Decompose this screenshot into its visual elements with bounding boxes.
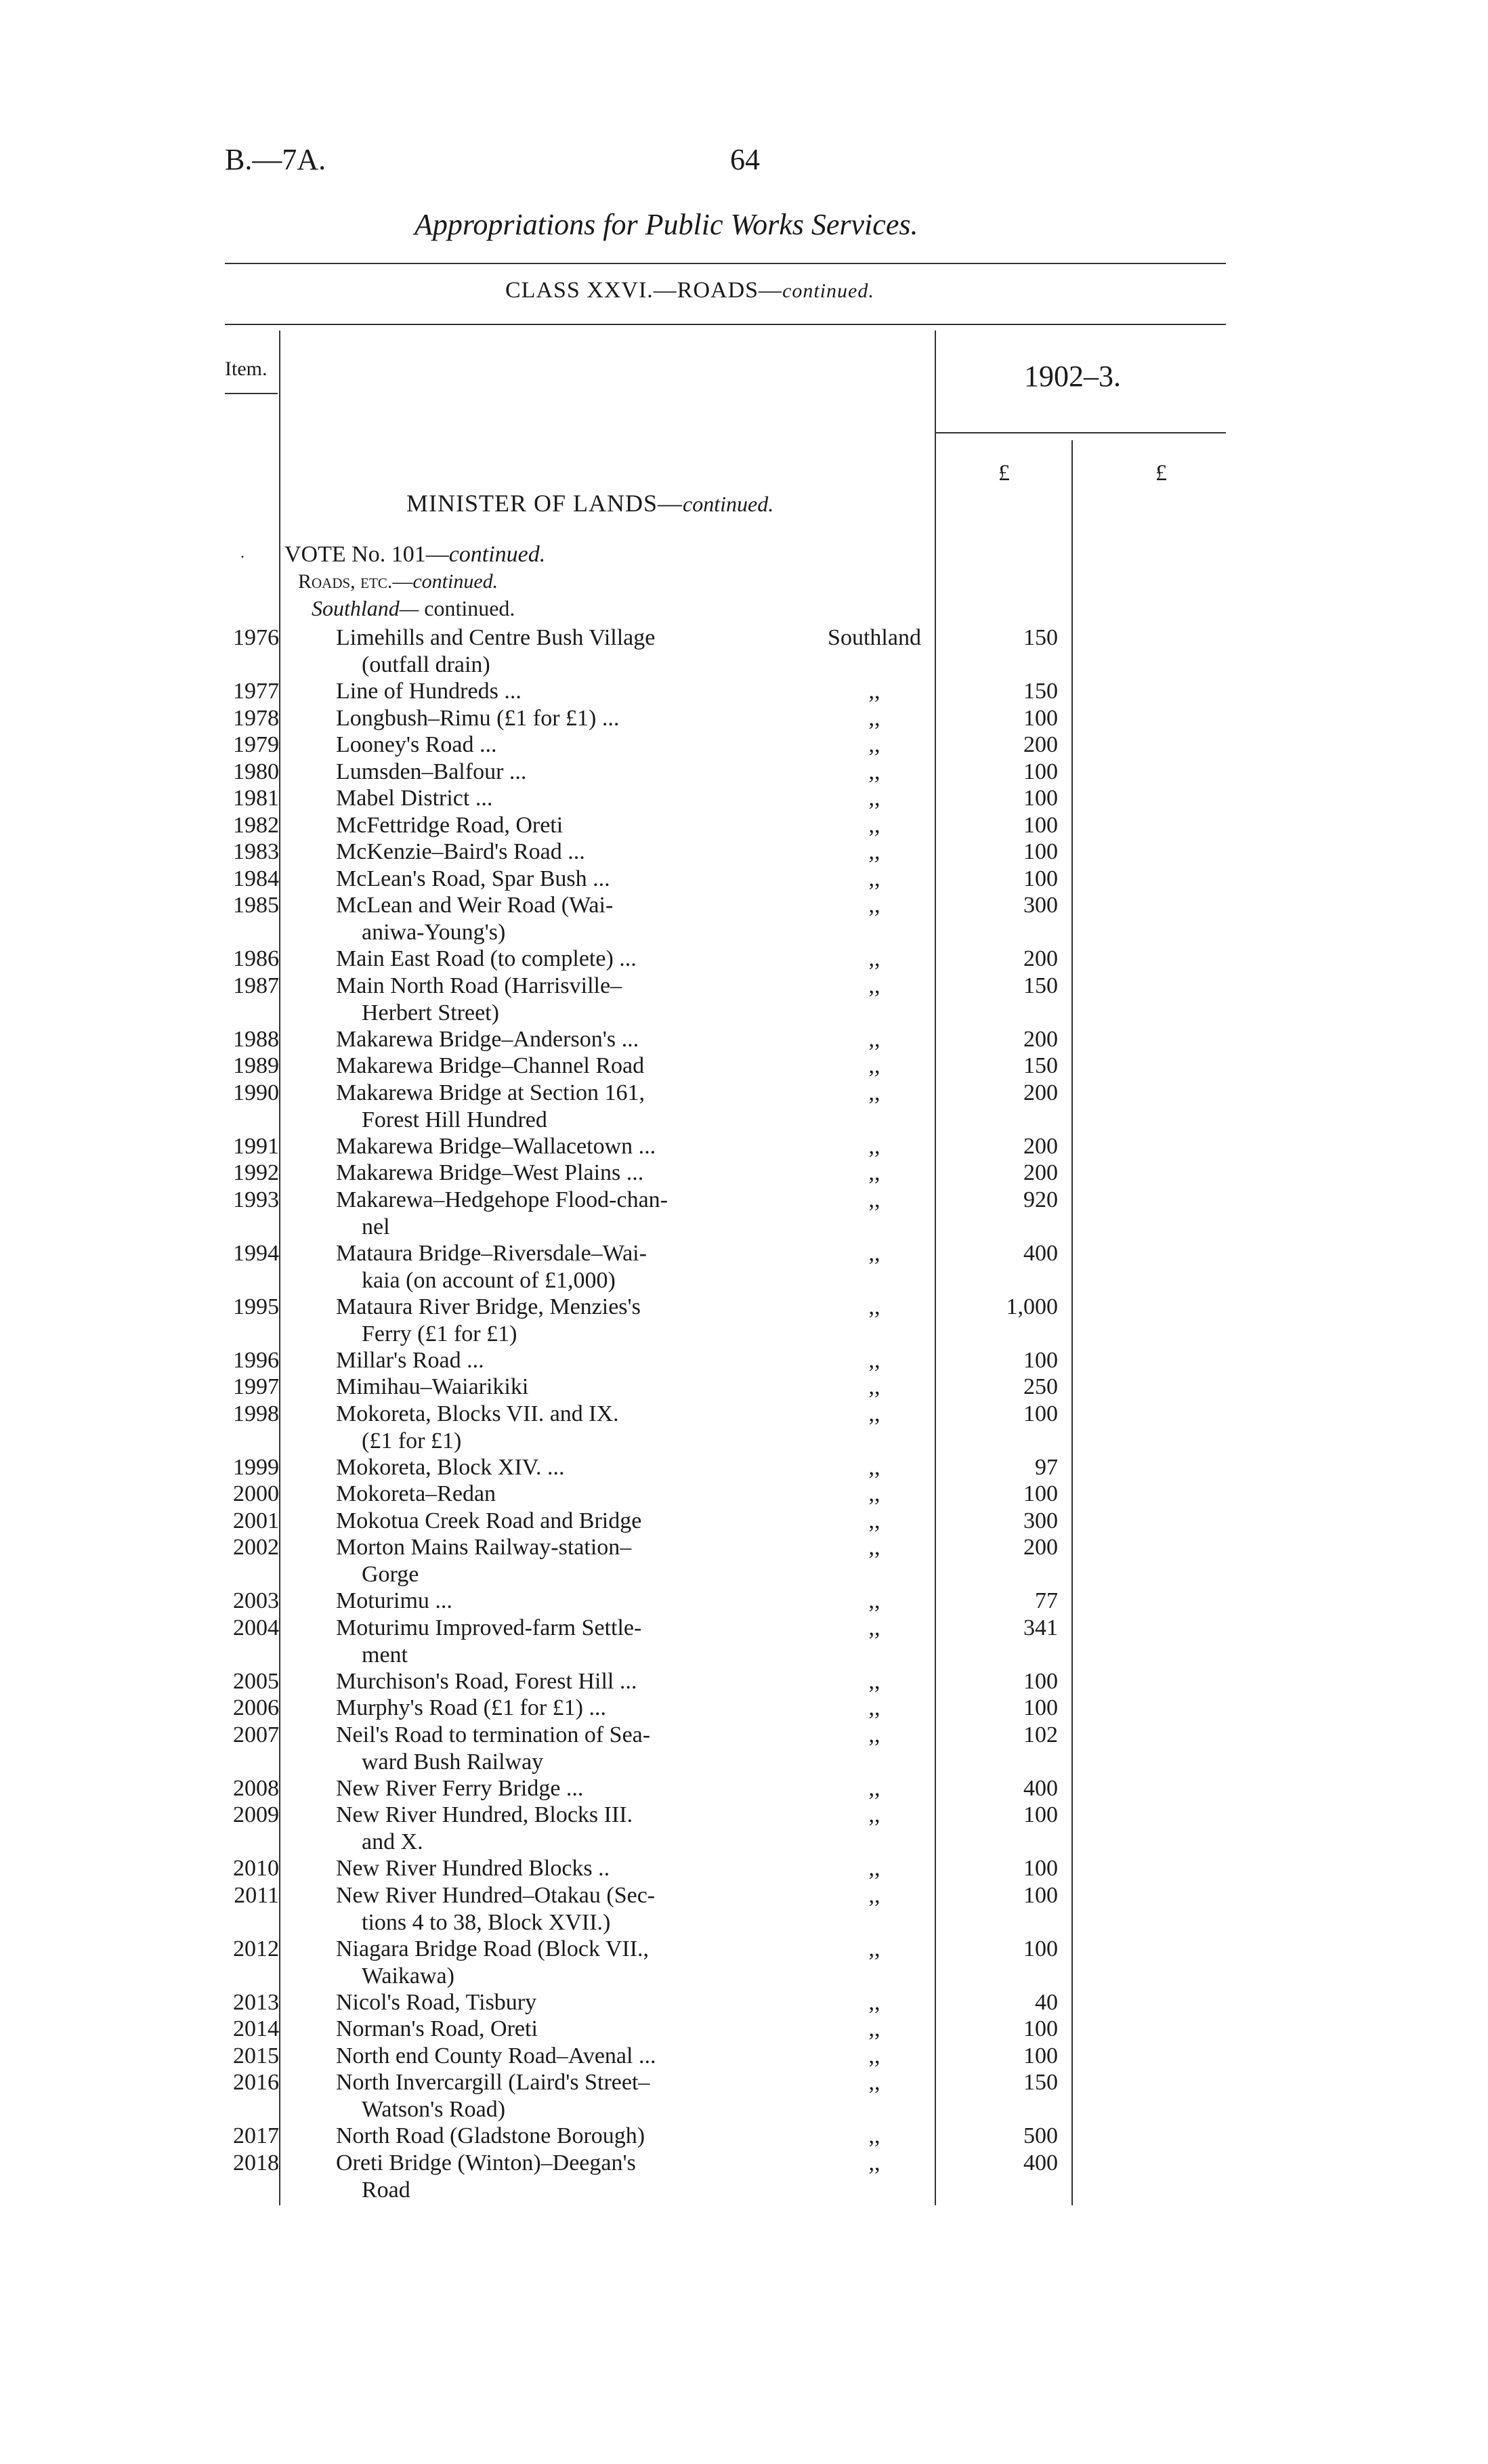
minister-heading-suffix: continued. (683, 492, 774, 516)
description-continuation: Ferry (£1 for £1) (362, 1321, 517, 1346)
item-number: 2008 (233, 1775, 279, 1801)
item-description (336, 946, 745, 973)
page-number: 64 (730, 143, 760, 176)
district-name: ,, (868, 866, 880, 891)
description-continuation: Watson's Road) (362, 2097, 506, 2122)
description-line: Norman's Road, Oreti (336, 2016, 538, 2041)
document-reference: B.—7A. (225, 143, 326, 176)
item-description (336, 2150, 745, 2204)
amount-value: 1,000 (1006, 1294, 1058, 1319)
amount-column-divider (1071, 440, 1073, 2205)
item-description (336, 1454, 745, 1481)
item-description (336, 705, 745, 732)
description-line: Mokoreta, Block XIV. ... (336, 1454, 565, 1480)
description-line: North end County Road–Avenal ... (336, 2043, 656, 2068)
amount-value: 200 (1023, 946, 1058, 971)
description-line: Millar's Road ... (336, 1347, 484, 1373)
description-line: New River Ferry Bridge ... (336, 1775, 584, 1801)
amount-value: 200 (1023, 1133, 1058, 1159)
description-continuation: nel (362, 1214, 390, 1239)
district-name: ,, (868, 1080, 880, 1105)
item-number: 1997 (233, 1374, 279, 1399)
district-name: ,, (868, 1989, 880, 2015)
item-number: 2013 (233, 1989, 279, 2015)
amount-value: 200 (1023, 1535, 1058, 1560)
description-line: Makarewa Bridge at Section 161, (336, 1080, 645, 1105)
description-line: Limehills and Centre Bush Village (336, 625, 656, 650)
amount-value: 77 (1035, 1588, 1058, 1613)
item-description (336, 1240, 745, 1294)
item-number: 1998 (233, 1401, 279, 1426)
item-description (336, 759, 745, 786)
district-name: ,, (868, 1053, 880, 1078)
item-number: 1989 (233, 1053, 279, 1078)
item-description (336, 1668, 745, 1695)
amount-value: 150 (1023, 1053, 1058, 1078)
amount-value: 100 (1023, 2043, 1058, 2068)
amount-value: 150 (1023, 973, 1058, 998)
item-column-header: Item. (225, 358, 268, 380)
amount-value: 341 (1023, 1615, 1058, 1640)
description-line: Makarewa Bridge–West Plains ... (336, 1160, 644, 1185)
description-continuation: kaia (on account of £1,000) (362, 1267, 616, 1293)
item-number: 2001 (233, 1508, 279, 1533)
item-description (336, 678, 745, 705)
southland-heading (312, 596, 515, 621)
district-name: ,, (868, 1481, 880, 1506)
description-line: Line of Hundreds ... (336, 679, 522, 704)
district-name: ,, (868, 1240, 880, 1266)
description-line: Makarewa Bridge–Wallacetown ... (336, 1133, 656, 1159)
amount-value: 100 (1023, 1668, 1058, 1694)
item-description (336, 1936, 745, 1990)
item-number: 2005 (233, 1668, 279, 1694)
amount-value: 200 (1023, 732, 1058, 757)
description-line: Mataura Bridge–Riversdale–Wai- (336, 1240, 647, 1266)
district-name: ,, (868, 1401, 880, 1426)
description-line: Mokotua Creek Road and Bridge (336, 1508, 642, 1533)
item-description (336, 838, 745, 866)
amount-value: 100 (1023, 1856, 1058, 1881)
amount-value: 100 (1023, 839, 1058, 864)
amount-value: 100 (1023, 786, 1058, 811)
item-description (336, 1534, 745, 1588)
district-name: Southland (828, 625, 921, 650)
description-line: Main East Road (to complete) ... (336, 946, 637, 971)
item-description (336, 1695, 745, 1722)
district-name: ,, (868, 1026, 880, 1052)
southland-heading-suffix: continued. (419, 596, 515, 620)
item-description (336, 785, 745, 812)
item-number: 1999 (233, 1454, 279, 1480)
item-description (336, 1347, 745, 1374)
description-line: Mataura River Bridge, Menzies's (336, 1294, 641, 1319)
amount-value: 150 (1023, 679, 1058, 704)
item-number: 1987 (233, 973, 279, 998)
currency-header-1: £ (998, 461, 1010, 486)
district-name: ,, (868, 1160, 880, 1185)
item-description (336, 624, 745, 679)
district-name: ,, (868, 1347, 880, 1373)
item-description (336, 892, 745, 946)
description-continuation: (outfall drain) (362, 652, 490, 677)
item-number: 1992 (233, 1160, 279, 1185)
amount-value: 500 (1023, 2123, 1058, 2148)
amount-value: 100 (1023, 2016, 1058, 2041)
district-name: ,, (868, 973, 880, 998)
description-line: McLean's Road, Spar Bush ... (336, 866, 610, 891)
item-description (336, 1187, 745, 1241)
district-name: ,, (868, 2016, 880, 2041)
description-line: Makarewa Bridge–Anderson's ... (336, 1026, 639, 1052)
district-name: ,, (868, 839, 880, 864)
description-line: Mabel District ... (336, 786, 493, 811)
district-name: ,, (868, 1668, 880, 1694)
amount-value: 100 (1023, 1401, 1058, 1426)
description-line: North Road (Gladstone Borough) (336, 2123, 645, 2148)
district-name: ,, (868, 786, 880, 811)
description-line: North Invercargill (Laird's Street– (336, 2070, 650, 2095)
minister-heading-main: MINISTER OF LANDS— (406, 490, 683, 517)
district-name: ,, (868, 1615, 880, 1640)
item-description (336, 1722, 745, 1776)
description-continuation: ward Bush Railway (362, 1749, 544, 1775)
district-name: ,, (868, 759, 880, 784)
currency-header-2: £ (1155, 461, 1167, 486)
item-number: 1984 (233, 866, 279, 891)
description-continuation: Waikawa) (362, 1963, 454, 1989)
year-header-rule (936, 432, 1226, 433)
description-line: Neil's Road to termination of Sea- (336, 1722, 651, 1747)
amount-value: 100 (1023, 705, 1058, 731)
description-line: Murchison's Road, Forest Hill ... (336, 1668, 637, 1694)
description-line: Nicol's Road, Tisbury (336, 1989, 537, 2015)
description-continuation: ment (362, 1642, 408, 1668)
description-continuation: and X. (362, 1829, 423, 1854)
description-line: Niagara Bridge Road (Block VII., (336, 1936, 650, 1961)
amount-value: 100 (1023, 1882, 1058, 1908)
item-number: 1985 (233, 893, 279, 918)
description-line: Lumsden–Balfour ... (336, 759, 527, 784)
item-description (336, 1080, 745, 1134)
district-name: ,, (868, 1588, 880, 1613)
description-continuation: Herbert Street) (362, 1000, 499, 1025)
item-description (336, 1802, 745, 1856)
description-continuation: (£1 for £1) (362, 1428, 462, 1453)
amount-value: 300 (1023, 893, 1058, 918)
district-name: ,, (868, 1508, 880, 1533)
amount-value: 100 (1023, 1481, 1058, 1506)
description-continuation: tions 4 to 38, Block XVII.) (362, 1909, 611, 1935)
district-name: ,, (868, 1294, 880, 1319)
amount-value: 100 (1023, 1347, 1058, 1373)
item-number: 2014 (233, 2016, 279, 2041)
district-name: ,, (868, 812, 880, 838)
district-name: ,, (868, 1775, 880, 1801)
item-number: 1977 (233, 679, 279, 704)
district-name: ,, (868, 946, 880, 971)
description-line: McLean and Weir Road (Wai- (336, 893, 614, 918)
item-number: 2006 (233, 1695, 279, 1720)
description-line: Makarewa Bridge–Channel Road (336, 1053, 645, 1078)
item-number: 2015 (233, 2043, 279, 2068)
description-line: New River Hundred, Blocks III. (336, 1802, 633, 1827)
description-line: Moturimu Improved-farm Settle- (336, 1615, 642, 1640)
amount-value: 100 (1023, 812, 1058, 838)
district-name: ,, (868, 1722, 880, 1747)
item-description (336, 1481, 745, 1508)
item-description (336, 2123, 745, 2150)
description-line: Looney's Road ... (336, 732, 497, 757)
item-number: 2000 (233, 1481, 279, 1506)
item-description (336, 1989, 745, 2016)
class-heading-main: CLASS XXVI.—ROADS— (505, 278, 783, 303)
class-heading (505, 278, 874, 303)
roads-heading-suffix: continued. (412, 570, 498, 593)
class-heading-suffix: continued. (782, 280, 874, 302)
item-description (336, 1133, 745, 1160)
item-number: 1981 (233, 786, 279, 811)
southland-heading-main: Southland— (312, 596, 419, 620)
district-name: ,, (868, 1454, 880, 1480)
item-number: 1993 (233, 1187, 279, 1212)
description-continuation: aniwa-Young's) (362, 920, 506, 945)
amount-value: 920 (1023, 1187, 1058, 1212)
district-name: ,, (868, 2123, 880, 2148)
item-number: 1994 (233, 1240, 279, 1266)
amount-value: 400 (1023, 2150, 1058, 2175)
district-name: ,, (868, 2043, 880, 2068)
item-number: 2017 (233, 2123, 279, 2148)
district-name: ,, (868, 1187, 880, 1212)
description-continuation: Road (362, 2177, 410, 2203)
description-line: Moturimu ... (336, 1588, 452, 1613)
amount-value: 102 (1023, 1722, 1058, 1747)
description-continuation: Gorge (362, 1562, 419, 1587)
item-number: 1979 (233, 732, 279, 757)
item-description (336, 1508, 745, 1535)
item-number: 2007 (233, 1722, 279, 1747)
description-line: McKenzie–Baird's Road ... (336, 839, 585, 864)
item-description (336, 1026, 745, 1053)
description-line: Mimihau–Waiarikiki (336, 1374, 529, 1399)
item-header-rule (225, 393, 278, 394)
district-name: ,, (868, 1374, 880, 1399)
description-line: McFettridge Road, Oreti (336, 812, 564, 838)
item-description (336, 866, 745, 893)
amount-value: 150 (1023, 2070, 1058, 2095)
amount-value: 40 (1035, 1989, 1058, 2015)
item-description (336, 1374, 745, 1401)
location-column-divider (935, 331, 936, 2205)
description-line: Mokoreta–Redan (336, 1481, 496, 1506)
description-line: Morton Mains Railway-station– (336, 1535, 632, 1560)
amount-value: 400 (1023, 1240, 1058, 1266)
item-number: 1991 (233, 1133, 279, 1159)
item-description (336, 2016, 745, 2043)
item-number: 1976 (233, 625, 279, 650)
amount-value: 200 (1023, 1080, 1058, 1105)
district-name: ,, (868, 732, 880, 757)
item-number: 2016 (233, 2070, 279, 2095)
description-line: Longbush–Rimu (£1 for £1) ... (336, 705, 620, 731)
amount-value: 150 (1023, 625, 1058, 650)
description-line: Mokoreta, Blocks VII. and IX. (336, 1401, 619, 1426)
item-number: 2009 (233, 1802, 279, 1827)
vote-heading-main: VOTE No. 101— (284, 542, 449, 567)
description-line: Murphy's Road (£1 for £1) ... (336, 1695, 606, 1720)
description-continuation: Forest Hill Hundred (362, 1107, 547, 1132)
item-column-divider (279, 331, 280, 2205)
item-number: 1990 (233, 1080, 279, 1105)
item-description (336, 2043, 745, 2070)
item-number: 2010 (233, 1856, 279, 1881)
item-description (336, 1882, 745, 1936)
item-description (336, 1855, 745, 1882)
district-name: ,, (868, 2150, 880, 2175)
district-name: ,, (868, 2070, 880, 2095)
item-number: 1978 (233, 705, 279, 731)
item-description (336, 1294, 745, 1348)
roads-heading-main: Roads, etc.— (298, 570, 413, 593)
district-name: ,, (868, 1882, 880, 1908)
title-rule (225, 263, 1226, 264)
item-number: 1982 (233, 812, 279, 838)
margin-dot: · (240, 549, 245, 566)
description-line: Oreti Bridge (Winton)–Deegan's (336, 2150, 636, 2175)
amount-value: 100 (1023, 1695, 1058, 1720)
class-rule (225, 324, 1226, 325)
item-number: 2003 (233, 1588, 279, 1613)
amount-value: 200 (1023, 1160, 1058, 1185)
district-name: ,, (868, 1695, 880, 1720)
description-line: Main North Road (Harrisville– (336, 973, 622, 998)
amount-value: 100 (1023, 866, 1058, 891)
item-description (336, 1053, 745, 1080)
item-number: 1980 (233, 759, 279, 784)
roads-heading (298, 570, 498, 593)
district-name: ,, (868, 1133, 880, 1159)
item-description (336, 2069, 745, 2123)
amount-value: 100 (1023, 759, 1058, 784)
item-description (336, 1401, 745, 1455)
item-number: 2004 (233, 1615, 279, 1640)
item-number: 1995 (233, 1294, 279, 1319)
item-number: 2002 (233, 1535, 279, 1560)
item-number: 1996 (233, 1347, 279, 1373)
year-column-header: 1902–3. (1024, 360, 1121, 393)
amount-value: 400 (1023, 1775, 1058, 1801)
item-description (336, 973, 745, 1027)
amount-value: 200 (1023, 1026, 1058, 1052)
amount-value: 300 (1023, 1508, 1058, 1533)
description-line: New River Hundred Blocks .. (336, 1856, 610, 1881)
vote-heading-suffix: continued. (448, 542, 546, 567)
district-name: ,, (868, 705, 880, 731)
district-name: ,, (868, 893, 880, 918)
amount-value: 97 (1035, 1454, 1058, 1480)
item-number: 2018 (233, 2150, 279, 2175)
district-name: ,, (868, 1856, 880, 1881)
item-description (336, 1775, 745, 1802)
item-number: 1986 (233, 946, 279, 971)
item-description (336, 812, 745, 839)
item-description (336, 1615, 745, 1669)
district-name: ,, (868, 1535, 880, 1560)
description-line: Makarewa–Hedgehope Flood-chan- (336, 1187, 668, 1212)
amount-value: 250 (1023, 1374, 1058, 1399)
amount-value: 100 (1023, 1936, 1058, 1961)
item-description (336, 731, 745, 759)
district-name: ,, (868, 1936, 880, 1961)
item-description (336, 1588, 745, 1615)
description-line: New River Hundred–Otakau (Sec- (336, 1882, 656, 1908)
district-name: ,, (868, 1802, 880, 1827)
district-name: ,, (868, 679, 880, 704)
minister-heading (406, 489, 773, 517)
item-description (336, 1160, 745, 1187)
item-number: 1988 (233, 1026, 279, 1052)
item-number: 1983 (233, 839, 279, 864)
amount-value: 100 (1023, 1802, 1058, 1827)
item-number: 2012 (233, 1936, 279, 1961)
page-title: Appropriations for Public Works Services. (414, 208, 918, 241)
item-number: 2011 (234, 1882, 279, 1908)
vote-heading (284, 542, 545, 568)
